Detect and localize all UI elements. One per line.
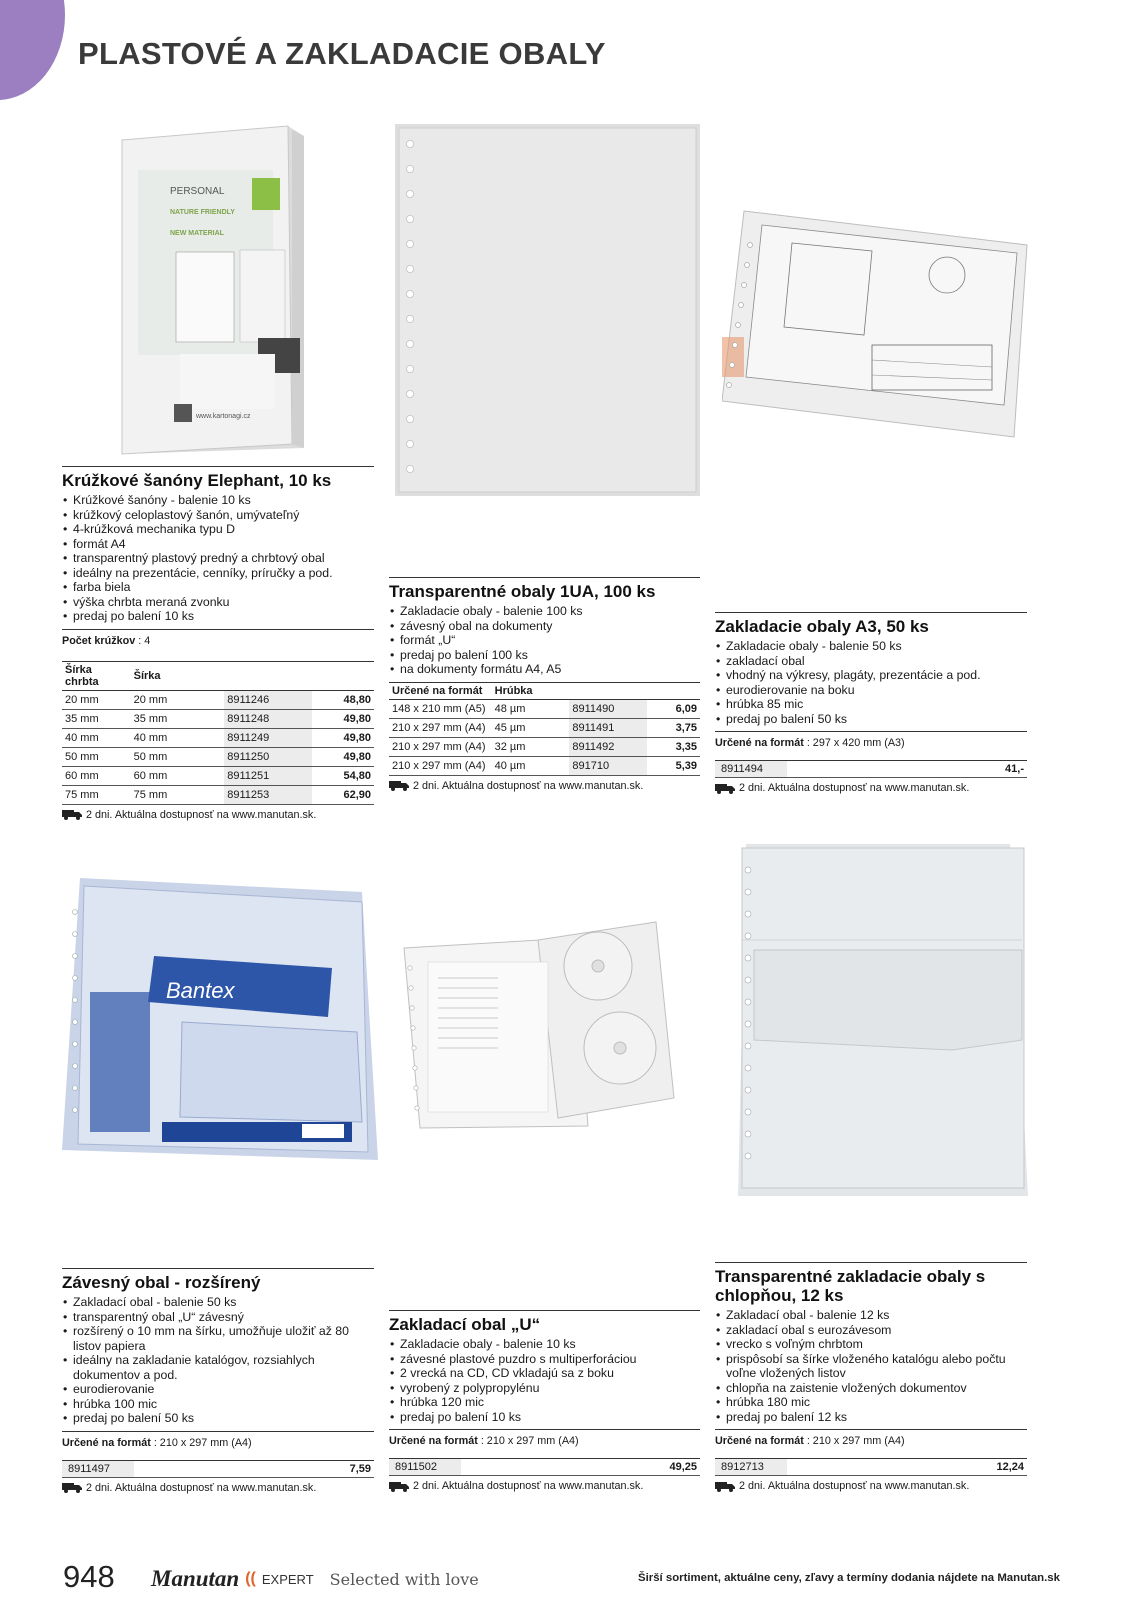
feature-item: • rozšírený o 10 mm na šírku, umožňuje uložiť až 80 listov papiera [62, 1324, 374, 1353]
availability-note [389, 780, 700, 792]
feature-item: • 4-krúžková mechanika typu D [62, 522, 374, 537]
table-row: 210 x 297 mm (A4) 40 µm 891710 5,39 [389, 756, 700, 775]
truck-icon [715, 783, 735, 794]
feature-item: • krúžkový celoplastový šanón, umývateľný [62, 508, 374, 523]
product-code[interactable]: 8912713 [715, 1459, 787, 1475]
binder-photo [108, 122, 314, 460]
brand-name: Manutan [151, 1566, 240, 1591]
availability-note [62, 1482, 374, 1494]
table-row: 20 mm 20 mm 8911246 48,80 [62, 690, 374, 709]
feature-item: • vyrobený z polypropylénu [389, 1381, 700, 1396]
column-header: Hrúbka [492, 682, 570, 699]
product-flap [715, 1262, 1027, 1492]
product-title: Zakladacie obaly A3, 50 ks [715, 612, 1027, 636]
product-binder [62, 466, 374, 821]
availability-text: 2 dni. Aktuálna dostupnosť na www.manutan.sk. [86, 1481, 317, 1494]
product-code[interactable]: 8911491 [569, 718, 647, 737]
binder-line1: NATURE FRIENDLY [170, 209, 235, 216]
page-number: 948 [63, 1559, 115, 1594]
feature-list [62, 493, 374, 624]
table-row: 60 mm 60 mm 8911251 54,80 [62, 766, 374, 785]
feature-item: • zakladací obal [715, 654, 1027, 669]
sleeves-1ua-photo [395, 124, 705, 504]
availability-note [62, 809, 374, 821]
availability-note [715, 782, 1027, 794]
spec-line: Určené na formát : 210 x 297 mm (A4) [389, 1429, 700, 1447]
feature-list [389, 604, 700, 677]
feature-item: • Krúžkové šanóny - balenie 10 ks [62, 493, 374, 508]
feature-item: • predaj po balení 100 ks [389, 648, 700, 663]
product-title: Krúžkové šanóny Elephant, 10 ks [62, 466, 374, 490]
feature-list [715, 639, 1027, 726]
feature-item: • vhodný na výkresy, plagáty, prezentácie a pod. [715, 668, 1027, 683]
feature-item: • predaj po balení 12 ks [715, 1410, 1027, 1425]
product-code[interactable]: 8911497 [62, 1461, 134, 1477]
price-table [389, 682, 700, 776]
column-header [312, 661, 374, 690]
brand-logo [151, 1566, 479, 1592]
feature-item: • transparentný obal „U“ závesný [62, 1310, 374, 1325]
spec-line: Určené na formát : 297 x 420 mm (A3) [715, 731, 1027, 749]
availability-text: 2 dni. Aktuálna dostupnosť na www.manutan.sk. [413, 779, 644, 792]
feature-item: • prispôsobí sa šírke vloženého katalógu alebo počtu voľne vložených listov [715, 1352, 1027, 1381]
column-header [224, 661, 311, 690]
spec-line: Počet krúžkov : 4 [62, 629, 374, 647]
product-code[interactable]: 8911494 [715, 761, 787, 777]
feature-item: • predaj po balení 10 ks [389, 1410, 700, 1425]
brand-tagline: Selected with love [329, 1569, 479, 1589]
price: 6,09 [647, 699, 700, 718]
truck-icon [62, 1482, 82, 1493]
feature-item: • výška chrbta meraná zvonku [62, 595, 374, 610]
product-title: Zakladací obal „U“ [389, 1310, 700, 1334]
product-title: Transparentné zakladacie obaly s chlopňou, 12 ks [715, 1262, 1027, 1305]
table-row: 35 mm 35 mm 8911248 49,80 [62, 709, 374, 728]
price-row [715, 1458, 1027, 1476]
column-header: Šírka chrbta [62, 661, 131, 690]
feature-item: • predaj po balení 10 ks [62, 609, 374, 624]
feature-item: • hrúbka 180 mic [715, 1395, 1027, 1410]
availability-text: 2 dni. Aktuálna dostupnosť na www.manutan.sk. [739, 782, 970, 794]
table-row: 210 x 297 mm (A4) 32 µm 8911492 3,35 [389, 737, 700, 756]
feature-list [389, 1337, 700, 1424]
product-a3 [715, 612, 1027, 794]
feature-item: • Zakladací obal - balenie 12 ks [715, 1308, 1027, 1323]
feature-item: • Zakladacie obaly - balenie 10 ks [389, 1337, 700, 1352]
product-code[interactable]: 8911251 [224, 766, 311, 785]
feature-list [715, 1308, 1027, 1424]
feature-item: • transparentný plastový predný a chrbtový obal [62, 551, 374, 566]
feature-item: • ideálny na prezentácie, cenníky, príručky a pod. [62, 566, 374, 581]
price-row [62, 1460, 374, 1478]
footer-note: Širší sortiment, aktuálne ceny, zľavy a termíny dodania nájdete na Manutan.sk [638, 1572, 1060, 1584]
feature-item: • Zakladacie obaly - balenie 100 ks [389, 604, 700, 619]
table-row: 148 x 210 mm (A5) 48 µm 8911490 6,09 [389, 699, 700, 718]
binder-line2: NEW MATERIAL [170, 230, 224, 237]
product-code[interactable]: 8911502 [389, 1459, 461, 1475]
feature-item: • hrúbka 100 mic [62, 1397, 374, 1412]
feature-item: • eurodierovanie [62, 1382, 374, 1397]
feature-item: • hrúbka 120 mic [389, 1395, 700, 1410]
product-code[interactable]: 8911248 [224, 709, 311, 728]
table-row: 210 x 297 mm (A4) 45 µm 8911491 3,75 [389, 718, 700, 737]
feature-item: • predaj po balení 50 ks [62, 1411, 374, 1426]
product-code[interactable]: 8911249 [224, 728, 311, 747]
price: 3,75 [647, 718, 700, 737]
product-code[interactable]: 8911246 [224, 690, 311, 709]
product-code[interactable]: 8911492 [569, 737, 647, 756]
price: 54,80 [312, 766, 374, 785]
feature-item: • Zakladacie obaly - balenie 50 ks [715, 639, 1027, 654]
feature-item: • chlopňa na zaistenie vložených dokumentov [715, 1381, 1027, 1396]
availability-text: 2 dni. Aktuálna dostupnosť na www.manutan.sk. [739, 1480, 970, 1492]
feature-item: • závesný obal na dokumenty [389, 619, 700, 634]
product-sleeves-1ua [389, 577, 700, 792]
bantex-logo: Bantex [166, 978, 235, 1003]
truck-icon [715, 1481, 735, 1492]
product-u-sleeve [389, 1310, 700, 1492]
price: 48,80 [312, 690, 374, 709]
product-title: Transparentné obaly 1UA, 100 ks [389, 577, 700, 601]
a3-sleeve-photo [722, 205, 1032, 443]
feature-item: • zakladací obal s eurozávesom [715, 1323, 1027, 1338]
spec-line: Určené na formát : 210 x 297 mm (A4) [715, 1429, 1027, 1447]
feature-item: • farba biela [62, 580, 374, 595]
feature-item: • ideálny na zakladanie katalógov, rozsiahlych dokumentov a pod. [62, 1353, 374, 1382]
feature-item: • na dokumenty formátu A4, A5 [389, 662, 700, 677]
price: 49,80 [312, 709, 374, 728]
price: 7,59 [349, 1462, 371, 1475]
table-row: 40 mm 40 mm 8911249 49,80 [62, 728, 374, 747]
price-table [62, 661, 374, 805]
truck-icon [389, 1481, 409, 1492]
product-code[interactable]: 8911490 [569, 699, 647, 718]
availability-text: 2 dni. Aktuálna dostupnosť na www.manutan.sk. [86, 808, 317, 821]
product-hanging [62, 1268, 374, 1494]
spec-line: Určené na formát : 210 x 297 mm (A4) [62, 1431, 374, 1449]
price: 41,- [1005, 763, 1024, 775]
price: 49,80 [312, 728, 374, 747]
feature-item: • formát A4 [62, 537, 374, 552]
column-header: Určené na formát [389, 682, 492, 699]
column-header: Šírka [131, 661, 225, 690]
flap-sleeve-photo [722, 840, 1028, 1200]
product-code[interactable]: 8911253 [224, 785, 311, 804]
binder-url: www.kartonagi.cz [196, 413, 251, 420]
price-row [715, 760, 1027, 778]
corner-accent [0, 0, 65, 100]
availability-note [389, 1480, 700, 1492]
brand-expert: EXPERT [261, 1571, 314, 1587]
binder-brand: PERSONAL [170, 186, 225, 197]
truck-icon [389, 780, 409, 791]
truck-icon [62, 809, 82, 820]
price: 12,24 [996, 1461, 1024, 1473]
availability-note [715, 1480, 1027, 1492]
signal-icon: (( [245, 1570, 256, 1587]
bantex-photo [62, 872, 380, 1172]
availability-text: 2 dni. Aktuálna dostupnosť na www.manutan.sk. [413, 1480, 644, 1492]
price: 5,39 [647, 756, 700, 775]
table-row: 75 mm 75 mm 8911253 62,90 [62, 785, 374, 804]
price: 49,25 [669, 1461, 697, 1473]
feature-item: • formát „U“ [389, 633, 700, 648]
feature-item: • predaj po balení 50 ks [715, 712, 1027, 727]
feature-item: • závesné plastové puzdro s multiperforáciou [389, 1352, 700, 1367]
footer-link[interactable]: Manutan.sk [997, 1572, 1060, 1584]
feature-item: • Zakladací obal - balenie 50 ks [62, 1295, 374, 1310]
feature-item: • vrecko s voľným chrbtom [715, 1337, 1027, 1352]
page-title: PLASTOVÉ A ZAKLADACIE OBALY [78, 36, 606, 71]
table-row: 50 mm 50 mm 8911250 49,80 [62, 747, 374, 766]
price: 49,80 [312, 747, 374, 766]
feature-item: • eurodierovanie na boku [715, 683, 1027, 698]
feature-list [62, 1295, 374, 1426]
column-header [647, 682, 700, 699]
price: 3,35 [647, 737, 700, 756]
feature-item: • hrúbka 85 mic [715, 697, 1027, 712]
feature-item: • 2 vrecká na CD, CD vkladajú sa z boku [389, 1366, 700, 1381]
column-header [569, 682, 647, 699]
product-code[interactable]: 8911250 [224, 747, 311, 766]
price: 62,90 [312, 785, 374, 804]
product-code[interactable]: 891710 [569, 756, 647, 775]
price-row [389, 1458, 700, 1476]
product-title: Závesný obal - rozšírený [62, 1268, 374, 1292]
u-sleeve-cd-photo [398, 918, 708, 1130]
